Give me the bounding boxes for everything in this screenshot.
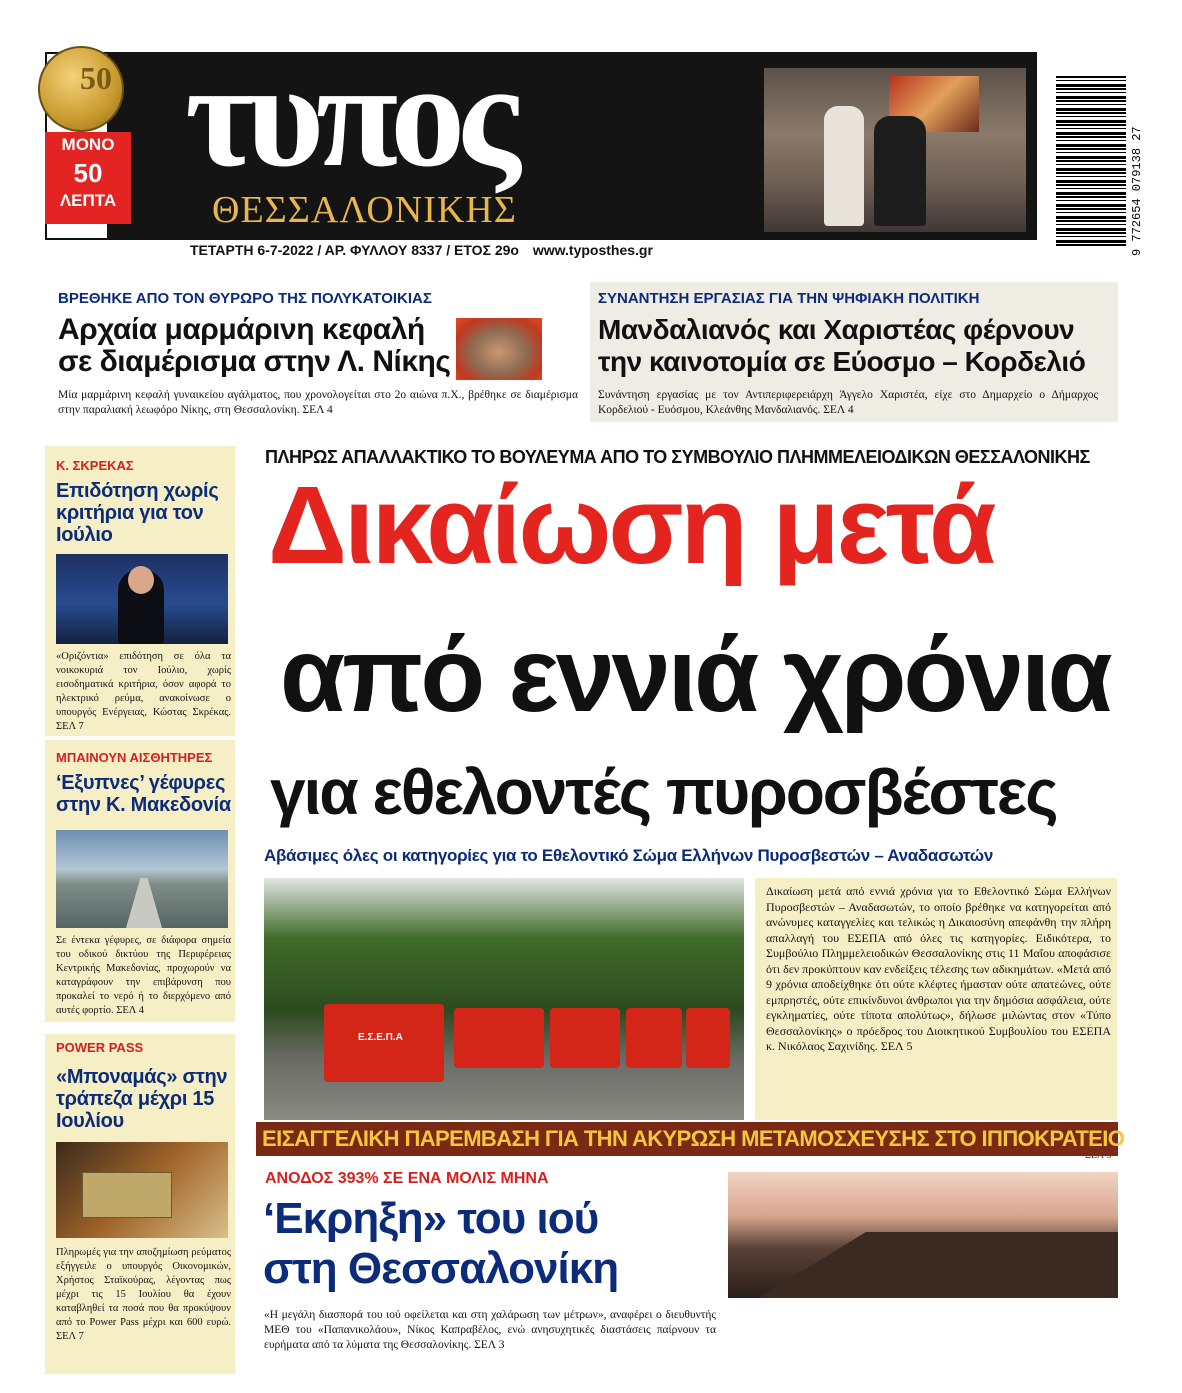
person-figure bbox=[874, 116, 926, 226]
bridge-photo bbox=[56, 830, 228, 928]
sidebar-kicker: POWER PASS bbox=[56, 1040, 144, 1055]
barcode-issue: 27 bbox=[1130, 126, 1144, 141]
newspaper-subtitle: ΘΕΣΣΑΛΟΝΙΚΗΣ bbox=[212, 189, 517, 231]
sidebar-body: Πληρωμές για την αποζημίωση ρεύματος εξήγγειλε ο υπουργός Οικονομικών, Χρήστος Σταϊκούρας, λέγοντας πως μέχρι τις 15 Ιουλίου θα έχουν καταβληθεί τα ποσά που θα προκύψουν από το Power Pass μέχρι και 600 ευρώ. ΣΕΛ 7 bbox=[56, 1247, 231, 1342]
sidebar-kicker: Κ. ΣΚΡΕΚΑΣ bbox=[56, 458, 134, 473]
lead-headline-line2[interactable]: από εννιά χρόνια bbox=[280, 616, 1110, 734]
masthead-photo bbox=[764, 68, 1026, 232]
story-headline[interactable] bbox=[58, 314, 458, 378]
person-figure bbox=[824, 106, 864, 226]
sidebar-kicker: ΜΠΑΙΝΟΥΝ ΑΙΣΘΗΤΗΡΕΣ bbox=[56, 750, 213, 765]
banknote-image bbox=[82, 1172, 172, 1218]
bridge-road bbox=[126, 878, 162, 928]
sidebar-body: Σε έντεκα γέφυρες, σε διάφορα σημεία του οδικού δικτύου της Περιφέρειας Κεντρικής Μακεδονίας, προχωρούν να καταγράφουν την επιβάρυνση που προκαλεί το νερό ή το διερχόμενο από αυτές φορτίο. ΣΕΛ 4 bbox=[56, 935, 231, 1016]
coin-value: 50 bbox=[80, 60, 112, 96]
fire-truck bbox=[686, 1008, 730, 1068]
story-kicker: ΑΝΟΔΟΣ 393% ΣΕ ΕΝΑ ΜΟΛΙΣ ΜΗΝΑ bbox=[265, 1170, 549, 1187]
barcode-digits: 9 772654 079138 bbox=[1130, 147, 1144, 256]
dateline bbox=[190, 242, 890, 258]
banner-headline[interactable]: ΕΙΣΑΓΓΕΛΙΚΗ ΠΑΡΕΜΒΑΣΗ ΓΙΑ ΤΗΝ ΑΚΥΡΩΣΗ ΜΕΤΑΜΟΣΧΕΥΣΗΣ ΣΤΟ ΙΠΠΟΚΡΑΤΕΙΟ bbox=[262, 1126, 1125, 1151]
lead-kicker: ΠΛΗΡΩΣ ΑΠΑΛΛΑΚΤΙΚΟ ΤΟ ΒΟΥΛΕΥΜΑ ΑΠΟ ΤΟ ΣΥΜΒΟΥΛΙΟ ΠΛΗΜΜΕΛΕΙΟΔΙΚΩΝ ΘΕΣΣΑΛΟΝΙΚΗΣ bbox=[265, 447, 1090, 467]
fire-truck bbox=[324, 1004, 444, 1082]
truck-label: Ε.Σ.Ε.Π.Α bbox=[358, 1032, 403, 1043]
headline-line: ‘Εκρηξη» του ιού bbox=[263, 1194, 599, 1243]
story-kicker: ΣΥΝΑΝΤΗΣΗ ΕΡΓΑΣΙΑΣ ΓΙΑ ΤΗΝ ΨΗΦΙΑΚΗ ΠΟΛΙΤΙΚΗ bbox=[598, 290, 980, 307]
lead-headline-line3[interactable]: για εθελοντές πυροσβέστες bbox=[270, 756, 1057, 828]
marble-head-photo bbox=[456, 318, 542, 380]
newspaper-logo: τυπος bbox=[185, 32, 513, 198]
story-headline[interactable] bbox=[598, 314, 1118, 378]
story-headline[interactable] bbox=[263, 1194, 723, 1294]
lead-body: Δικαίωση μετά από εννιά χρόνια για το Εθελοντικό Σώμα Ελλήνων Πυροσβεστών – Αναδασωτών, το οποίο βρέθηκε να κατηγορείται από ανώνυμες καταγγελίες και τελικώς η Δικαιοσύνη απεφάνθη την πλήρη απαλλαγή του ΕΣΕΠΑ από όλες τις κατηγορίες. Ειδικότερα, το Συμβούλιο Πλημμελειοδικών Θεσσαλονίκης στις 11 Μαΐου αποφάσισε ότι δεν προκύπτουν καν ενδείξεις τέλεσης των αδικημάτων. «Μετά από 9 χρόνια αποδείχθηκε ότι ούτε κλέφτες ήμασταν ούτε απατεώνες, ούτε εμπρηστές, ούτε επικίνδυνοι άνθρωποι για την δημόσια ασφάλεια, ούτε εγκληματίες, ούτε τίποτα απολύτως», δήλωσε μιλώντας στον «Τύπο Θεσσαλονίκης» ο πρόεδρος του Διοικητικού Συμβουλίου του ΕΣΕΠΑ κ. Νικόλαος Σαχινίδης. ΣΕΛ 5 bbox=[766, 884, 1111, 1053]
story-kicker: ΒΡΕΘΗΚΕ ΑΠΟ ΤΟΝ ΘΥΡΩΡΟ ΤΗΣ ΠΟΛΥΚΑΤΟΙΚΙΑΣ bbox=[58, 290, 432, 307]
fire-trucks-photo bbox=[264, 878, 744, 1120]
headline-line: σε διαμέρισμα στην Λ. Νίκης bbox=[58, 345, 451, 378]
story-body: Μία μαρμάρινη κεφαλή γυναικείου αγάλματος, που χρονολογείται στο 2ο αιώνα π.Χ., βρέθηκε σε διαμέρισμα στην παραλιακή λεωφόρο Νίκης, στη Θεσσαλονίκη. ΣΕΛ 4 bbox=[58, 389, 578, 416]
barcode-number bbox=[1130, 56, 1144, 256]
minister-photo bbox=[56, 554, 228, 644]
fire-truck bbox=[626, 1008, 682, 1068]
person-face bbox=[128, 566, 154, 594]
issue-info: ΤΕΤΑΡΤΗ 6-7-2022 / ΑΡ. ΦΥΛΛΟΥ 8337 / ΕΤΟΣ 29ο bbox=[190, 242, 519, 258]
headline-line: στη Θεσσαλονίκη bbox=[263, 1244, 619, 1293]
price-badge bbox=[45, 132, 131, 224]
sidebar-body: «Οριζόντια» επιδότηση σε όλα τα νοικοκυριά τον Ιούλιο, χωρίς εισοδηματικά κριτήρια, όσον αφορά το ηλεκτρικό ρεύμα, ανακοίνωσε ο υπουργός Ενέργειας, Κώστας Σκρέκας. ΣΕΛ 7 bbox=[56, 651, 231, 732]
story-body: Συνάντηση εργασίας με τον Αντιπεριφερειάρχη Άγγελο Χαριστέα, είχε στο Δημαρχείο ο Δήμαρχος Κορδελιού - Ευόσμου, Κλεάνθης Μανδαλιανός. ΣΕΛ 4 bbox=[598, 389, 1098, 416]
price-line: ΛΕΠΤΑ bbox=[59, 191, 117, 210]
barcode-bars bbox=[1056, 76, 1126, 246]
sidebar-headline[interactable]: «Μποναμάς» στην τράπεζα μέχρι 15 Ιουλίου bbox=[56, 1066, 228, 1132]
sidebar-headline[interactable]: Επιδότηση χωρίς κριτήρια για τον Ιούλιο bbox=[56, 480, 219, 546]
fire-truck bbox=[454, 1008, 544, 1068]
banner-page-ref: ΣΕΛ 3 bbox=[1085, 1150, 1112, 1161]
headline-line: Μανδαλιανός και Χαριστέας φέρνουν bbox=[598, 314, 1075, 345]
headline-line: Αρχαία μαρμάρινη κεφαλή bbox=[58, 313, 425, 346]
headline-line: την καινοτομία σε Εύοσμο – Κορδελιό bbox=[598, 346, 1086, 377]
price-line: 50 bbox=[73, 158, 103, 188]
waterfront-pier bbox=[758, 1232, 1118, 1298]
lead-headline-line1[interactable]: Δικαίωση μετά bbox=[268, 464, 994, 587]
website-link[interactable]: www.typosthes.gr bbox=[532, 242, 653, 258]
price-line: ΜΟΝΟ bbox=[61, 135, 115, 154]
waterfront-photo bbox=[728, 1172, 1118, 1298]
story-body: «Η μεγάλη διασπορά του ιού οφείλεται και στη χαλάρωση των μέτρων», αναφέρει ο διευθυντής ΜΕΘ του «Παπανικολάου», Νίκος Καπραβέλος, ενώ ανησυχητικές διαστάσεις παίρνουν τα ευρήματα από τα λύματα της Θεσσαλονίκης. ΣΕΛ 3 bbox=[264, 1309, 716, 1351]
banknote-photo bbox=[56, 1142, 228, 1238]
sidebar-headline[interactable]: ‘Εξυπνες’ γέφυρες στην Κ. Μακεδονία bbox=[56, 772, 231, 816]
lead-subhead: Αβάσιμες όλες οι κατηγορίες για το Εθελοντικό Σώμα Ελλήνων Πυροσβεστών – Αναδασωτών bbox=[264, 846, 994, 865]
fire-truck bbox=[550, 1008, 620, 1068]
